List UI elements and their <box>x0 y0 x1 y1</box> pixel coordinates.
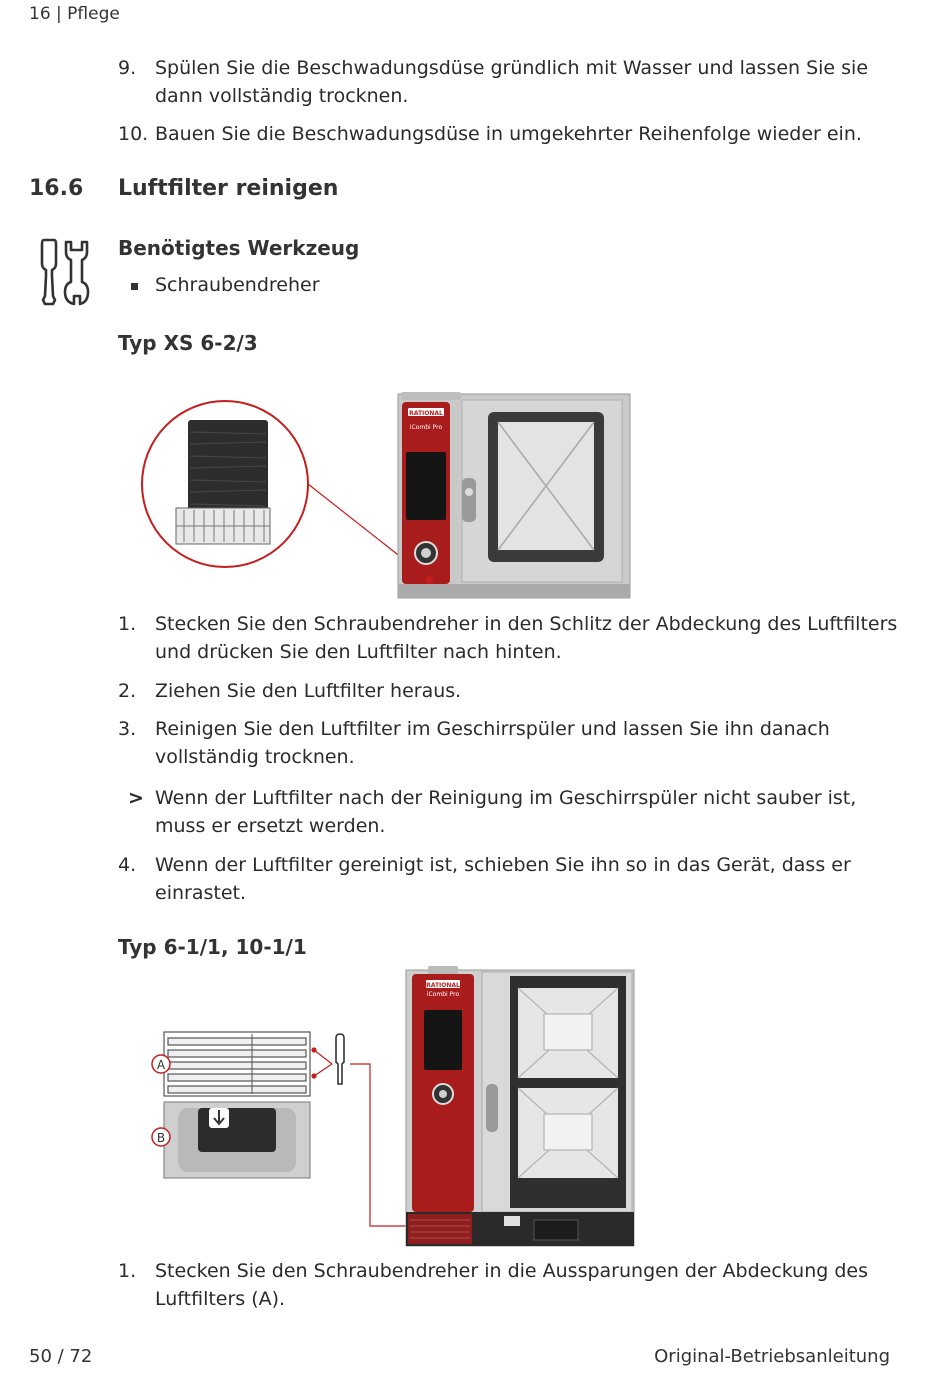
document-title: Original-Betriebsanleitung <box>654 1346 890 1367</box>
step-text-line: Wenn der Luftfilter nach der Reinigung im Geschirrspüler nicht sauber ist, <box>155 787 857 809</box>
oven-xs-figure <box>140 388 635 603</box>
oven-6-figure <box>146 964 641 1248</box>
page-header: 16 | Pflege <box>29 4 120 24</box>
step-text-line: muss er ersetzt werden. <box>155 815 386 837</box>
step-number: 10. <box>118 123 149 145</box>
step-text-line: Luftfilters (A). <box>155 1288 286 1310</box>
bullet <box>131 283 138 290</box>
step-text-line: Stecken Sie den Schraubendreher in die Aussparungen der Abdeckung des <box>155 1260 869 1282</box>
label-a: A <box>156 1058 166 1072</box>
step-text-line: Ziehen Sie den Luftfilter heraus. <box>155 680 462 702</box>
result-marker: > <box>128 787 144 809</box>
step-number: 4. <box>118 854 137 876</box>
model-label: iCombi Pro <box>426 991 460 998</box>
model-label: iCombi Pro <box>409 424 443 431</box>
type-xs-heading: Typ XS 6-2/3 <box>118 331 258 355</box>
section-title: Luftfilter reinigen <box>118 176 339 201</box>
step-text-line: Wenn der Luftfilter gereinigt ist, schieben Sie ihn so in das Gerät, dass er <box>155 854 851 876</box>
step-number: 9. <box>118 57 137 79</box>
label-b: B <box>156 1131 166 1145</box>
step-number: 2. <box>118 680 137 702</box>
step-text-line: und drücken Sie den Luftfilter nach hinten. <box>155 641 562 663</box>
step-number: 1. <box>118 613 137 635</box>
step-text-line: Reinigen Sie den Luftfilter im Geschirrspüler und lassen Sie ihn danach <box>155 718 830 740</box>
tools-heading: Benötigtes Werkzeug <box>118 236 360 260</box>
step-text-line: dann vollständig trocknen. <box>155 85 409 107</box>
step-number: 1. <box>118 1260 137 1282</box>
section-number: 16.6 <box>29 176 84 201</box>
tool-item: Schraubendreher <box>155 274 320 296</box>
tools-icon <box>38 236 88 308</box>
step-text-line: einrastet. <box>155 882 246 904</box>
brand-logo: RATIONAL <box>409 410 443 417</box>
brand-logo: RATIONAL <box>426 982 460 989</box>
step-text-line: Spülen Sie die Beschwadungsdüse gründlich mit Wasser und lassen Sie sie <box>155 57 869 79</box>
page-number: 50 / 72 <box>29 1346 93 1367</box>
type-6-heading: Typ 6-1/1, 10-1/1 <box>118 935 307 959</box>
step-number: 3. <box>118 718 137 740</box>
step-text-line: vollständig trocknen. <box>155 746 355 768</box>
step-text-line: Stecken Sie den Schraubendreher in den Schlitz der Abdeckung des Luftfilters <box>155 613 898 635</box>
step-text-line: Bauen Sie die Beschwadungsdüse in umgekehrter Reihenfolge wieder ein. <box>155 123 862 145</box>
